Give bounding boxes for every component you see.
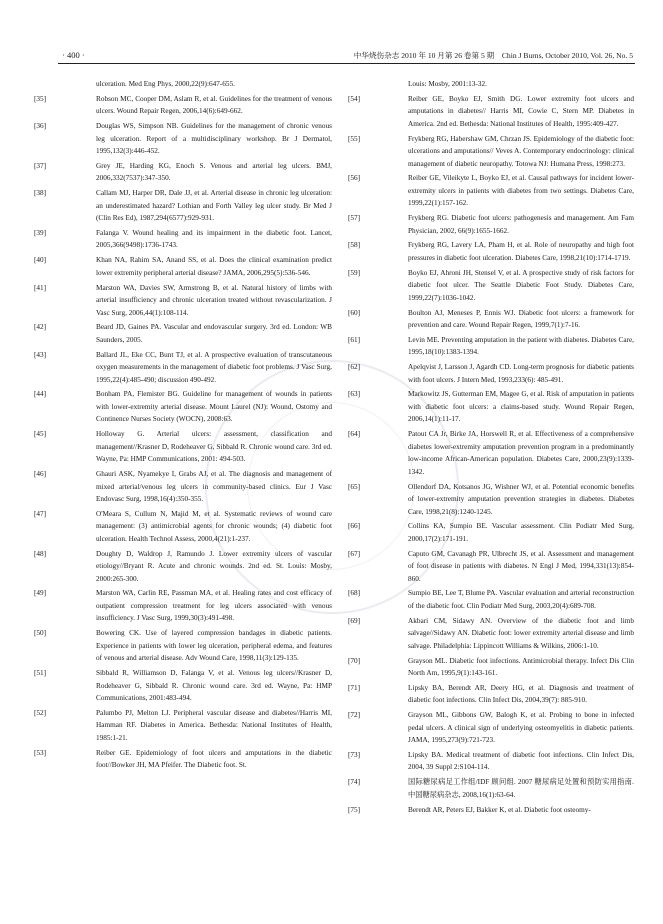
reference-entry: [348, 481, 634, 519]
reference-text: Lipsky BA. Medical treatment of diabetic foot infections. Clin Infect Dis, 2004, 39 Suppl 2:S104-114.: [408, 750, 634, 772]
reference-number: [64]: [348, 430, 361, 439]
reference-text: Bowering CK. Use of layered compression bandages in diabetic patients. Experience in patients with lower leg ulceration, peripheral edema, and features of venous and arterial disease. Adv Wound Care, 1998,11(3):129-135.: [96, 629, 332, 663]
header-rule: [58, 63, 635, 64]
reference-entry: [348, 361, 634, 386]
reference-entry: [34, 349, 332, 387]
reference-entry: [34, 707, 332, 745]
reference-text: Douglas WS, Simpson NB. Guidelines for the management of chronic venous leg ulceration. Report of a multidisciplinary workshop. Br J Dermatol, 1995,132(3):446-452.: [96, 122, 332, 156]
reference-number: [59]: [348, 268, 361, 277]
reference-entry: [34, 160, 332, 185]
reference-entry: [34, 254, 332, 279]
reference-text: Beard JD, Gaines PA. Vascular and endovascular surgery. 3rd ed. London: WB Saunders, 2005.: [96, 323, 332, 344]
reference-text: Callam MJ, Harper DR, Dale JJ, et al. Arterial disease in chronic leg ulceration: an underestimated hazard? Lothian and Forth Valley leg ulcer study. Br Med J (Clin Res Ed), 1987,294(6577):929-931.: [96, 189, 332, 223]
reference-number: [35]: [34, 94, 47, 103]
reference-text: Grey JE, Harding KG, Enoch S. Venous and arterial leg ulcers. BMJ, 2006,332(7537):347-350.: [96, 161, 332, 183]
reference-text: Holloway G. Arterial ulcers: assessment, classification and management//Krasner D, Rodeheaver G, Sibbald R. Chronic wound care. 3rd ed. Wayne, Pa: HMP Communications, 2001: 494-503.: [96, 430, 332, 464]
reference-text: Palumbo PJ, Melton LJ. Peripheral vascular disease and diabetes//Harris MI, Hamman RF. Diabetes in America. Bethesda: National Institutes of Health, 1985:1-21.: [96, 708, 332, 742]
reference-text: Caputo GM, Cavanagh PR, Ulbrecht JS, et al. Assessment and management of foot disease in patients with diabetes. N Engl J Med, 1994,331(13):854-860.: [408, 549, 634, 583]
reference-number: [57]: [348, 214, 361, 223]
reference-number: [56]: [348, 174, 361, 183]
reference-number: [70]: [348, 656, 361, 665]
reference-text: Louis: Mosby, 2001:13-32.: [408, 80, 487, 88]
reference-number: [42]: [34, 323, 47, 332]
reference-entry: [34, 93, 332, 118]
reference-number: [50]: [34, 629, 47, 638]
references-right-column: [348, 78, 634, 818]
journal-header: 中华烧伤杂志 2010 年 10 月第 26 卷第 5 期 Chin J Burns, October 2010, Vol. 26, No. 5: [353, 51, 633, 60]
reference-text: Lipsky BA, Berendt AR, Deery HG, et al. Diagnosis and treatment of diabetic foot infections. Clin Infect Dis, 2004,39(7): 885-910.: [408, 683, 634, 705]
reference-text: Sibbald R, Williamson D, Falanga V, et al. Venous leg ulcers//Krasner D, Rodeheaver G, Sibbald R. Chronic wound care. 3rd ed. Wayne, Pa: HMP Communications, 2001:483-494.: [96, 669, 332, 703]
reference-text: Boyko EJ, Ahroni JH, Stensel V, et al. A prospective study of risk factors for diabetic foot ulcer. The Seattle Diabetic Foot Study. Diabetes Care, 1999,22(7):1036-1042.: [408, 268, 634, 302]
reference-number: [54]: [348, 94, 361, 103]
reference-entry: [348, 804, 634, 817]
reference-number: [44]: [34, 390, 47, 399]
reference-entry: [348, 239, 634, 264]
reference-entry: [348, 334, 634, 359]
reference-entry: [34, 468, 332, 506]
reference-number: [53]: [34, 748, 47, 757]
reference-number: [48]: [34, 549, 47, 558]
reference-text: Grayson ML, Gibbons GW, Balogh K, et al. Probing to bone in infected pedal ulcers. A clinical sign of underlying osteomyelitis in diabetic patients. JAMA, 1995,273(9):721-723.: [408, 711, 634, 745]
reference-number: [74]: [348, 778, 361, 787]
page-number: · 400 ·: [62, 50, 85, 60]
reference-number: [51]: [34, 669, 47, 678]
reference-entry: [348, 520, 634, 545]
reference-text: O'Meara S, Cullum N, Majid M, et al. Systematic reviews of wound care management: (3) antimicrobial agents for chronic wounds; (4) diabetic foot ulceration. Health Technol Assess, 2000,4(21):1-237.: [96, 509, 332, 543]
reference-entry: [34, 747, 332, 772]
reference-entry: [348, 749, 634, 774]
reference-text: Frykberg RG. Diabetic foot ulcers: pathogenesis and management. Am Fam Physician, 2002, 66(9):1655-1662.: [408, 214, 634, 235]
reference-text: Markowitz JS, Gutterman EM, Magee G, et al. Risk of amputation in patients with diabetic foot ulcers: a claims-based study. Wound Repair Regen, 2006,14(1):11-17.: [408, 390, 634, 424]
reference-entry: [34, 321, 332, 346]
reference-entry: [348, 655, 634, 680]
reference-entry: [34, 388, 332, 426]
reference-number: [37]: [34, 161, 47, 170]
reference-text: Marston WA, Davies SW, Armstrong B, et al. Natural history of limbs with arterial insufficiency and chronic ulceration treated without revascularization. J Vasc Surg, 2006,44(1):108-114.: [96, 283, 332, 317]
reference-entry: [348, 93, 634, 131]
reference-entry: [348, 776, 634, 801]
reference-number: [60]: [348, 308, 361, 317]
reference-text: Sumpio BE, Lee T, Blume PA. Vascular evaluation and arterial reconstruction of the diabetic foot. Clin Podiatr Med Surg, 2003,20(4):689-708.: [408, 589, 634, 610]
reference-entry: [34, 282, 332, 320]
reference-text: Frykberg RG, Habershaw GM, Chrzan JS. Epidemiology of the diabetic foot: ulcerations and amputations// Veves A. Contemporary endocrinology: clinical management of diabetic neuropathy. Totowa NJ: Humana Press, 1998:273.: [408, 134, 634, 168]
reference-text: Doughty D, Waldrop J, Ramundo J. Lower extremity ulcers of vascular etiology//Bryant R. Acute and chronic wounds. 2nd ed. St. Louis: Mosby, 2000:265-300.: [96, 549, 332, 583]
reference-entry: [34, 428, 332, 466]
reference-entry: [348, 267, 634, 305]
reference-number: [65]: [348, 482, 361, 491]
reference-text: 国际糖尿病足工作组/IDF 顾问组. 2007 糖尿病足处置和预防实用指南. 中国糖尿病杂志, 2008,16(1):63-64.: [408, 778, 634, 799]
reference-entry: [34, 120, 332, 158]
reference-entry: [34, 227, 332, 252]
reference-number: [46]: [34, 470, 47, 479]
reference-text: Collins KA, Sumpio BE. Vascular assessment. Clin Podiatr Med Surg, 2000,17(2):171-191.: [408, 522, 634, 543]
reference-text: Patout CA Jr, Birke JA, Horswell R, et al. Effectiveness of a comprehensive diabetes lower-extremity amputation prevention program in a predominantly low-income African-American population. Diabetes Care, 2000,23(9):1339-1342.: [408, 430, 634, 476]
reference-text: Khan NA, Rahim SA, Anand SS, et al. Does the clinical examination predict lower extremity peripheral arterial disease? JAMA, 2006,295(5):536-546.: [96, 256, 332, 277]
reference-entry: [348, 388, 634, 426]
reference-number: [68]: [348, 589, 361, 598]
reference-entry: [34, 627, 332, 665]
reference-text: Frykberg RG, Lavery LA, Pham H, et al. Role of neuropathy and high foot pressures in diabetic foot ulceration. Diabetes Care, 1998,21(10):1714-1719.: [408, 241, 634, 262]
reference-number: [75]: [348, 805, 361, 814]
reference-entry: [34, 587, 332, 625]
reference-number: [63]: [348, 390, 361, 399]
reference-entry: [348, 307, 634, 332]
reference-number: [39]: [34, 228, 47, 237]
reference-number: [49]: [34, 589, 47, 598]
reference-number: [58]: [348, 241, 361, 250]
reference-text: Reiber GE. Epidemiology of foot ulcers and amputations in the diabetic foot//Bowker JH, MA Pfeifer. The Diabetic foot. St.: [96, 748, 332, 770]
reference-text: Ballard JL, Eke CC, Bunt TJ, et al. A prospective evaluation of transcutaneous oxygen measurements in the management of diabetic foot problems. J Vasc Surg, 1995,22(4):485-490; discussion 490-492.: [96, 350, 332, 384]
reference-number: [52]: [34, 708, 47, 717]
reference-number: [43]: [34, 350, 47, 359]
reference-number: [66]: [348, 522, 361, 531]
reference-text: Boulton AJ, Meneses P, Ennis WJ. Diabetic foot ulcers: a framework for prevention and care. Wound Repair Regen, 1999,7(1):7-16.: [408, 308, 634, 330]
reference-entry: [34, 548, 332, 586]
reference-text: Robson MC, Cooper DM, Aslam R, et al. Guidelines for the treatment of venous ulcers. Wound Repair Regen, 2006,14(6):649-662.: [96, 94, 332, 116]
reference-text: ulceration. Med Eng Phys, 2000,22(9):647-655.: [96, 80, 235, 88]
reference-text: Marston WA, Carlin RE, Passman MA, et al. Healing rates and cost efficacy of outpatient compression treatment for leg ulcers associated with venous insufficiency. J Vasc Surg, 1999,30(3):491-498.: [96, 589, 332, 623]
reference-number: [71]: [348, 683, 361, 692]
reference-entry: [34, 187, 332, 225]
reference-number: [45]: [34, 430, 47, 439]
reference-number: [61]: [348, 335, 361, 344]
reference-text: Apelqvist J, Larsson J, Agardh CD. Long-term prognosis for diabetic patients with foot ulcers. J Intern Med, 1993,233(6): 485-491.: [408, 363, 634, 384]
references-left-column: [34, 78, 332, 774]
reference-text: Ghauri ASK, Nyamekye I, Grabs AJ, et al. The diagnosis and management of mixed arterial/venous leg ulcers in community-based clinics. Eur J Vasc Endovasc Surg, 1998,16(4):350-355.: [96, 470, 332, 504]
reference-number: [73]: [348, 750, 361, 759]
reference-number: [69]: [348, 616, 361, 625]
reference-entry: [34, 508, 332, 546]
reference-entry: [348, 428, 634, 478]
reference-text: Berendt AR, Peters EJ, Bakker K, et al. Diabetic foot osteomy-: [408, 805, 591, 814]
reference-entry: [348, 548, 634, 586]
reference-entry: [348, 133, 634, 171]
reference-text: Reiber GE, Boyko EJ, Smith DG. Lower extremity foot ulcers and amputations in diabetes// Harris MI, Cowie C, Stern MP. Diabetes in America. 2nd ed. Bethesda: National Institutes of Health, 1995:409-427.: [408, 94, 634, 128]
reference-entry: [34, 667, 332, 705]
reference-number: [47]: [34, 509, 47, 518]
reference-entry: [348, 172, 634, 210]
reference-text: Levin ME. Preventing amputation in the patient with diabetes. Diabetes Care, 1995,18(10):1383-1394.: [408, 335, 634, 357]
reference-text: Bonham PA, Flemister BG. Guideline for management of wounds in patients with lower-extremity arterial disease. Mount Laurel (NJ): Wound, Ostomy and Continence Nurses Society (WOCN), 2008:63.: [96, 390, 332, 424]
reference-number: [67]: [348, 549, 361, 558]
reference-number: [40]: [34, 256, 47, 265]
reference-entry: [348, 615, 634, 653]
reference-number: [62]: [348, 363, 361, 372]
reference-number: [36]: [34, 122, 47, 131]
reference-text: Falanga V. Wound healing and its impairment in the diabetic foot. Lancet, 2005,366(9498):1736-1743.: [96, 228, 332, 250]
reference-text: Ollendorf DA, Kotsanos JG, Wishner WJ, et al. Potential economic benefits of lower-extremity amputation prevention strategies in diabetes. Diabetes Care, 1998,21(8):1240-1245.: [408, 482, 634, 516]
reference-text: Grayson ML. Diabetic foot infections. Antimicrobial therapy. Infect Dis Clin North Am, 1995,9(1):143-161.: [408, 656, 634, 678]
reference-entry: [348, 78, 634, 91]
reference-number: [72]: [348, 711, 361, 720]
reference-number: [41]: [34, 283, 47, 292]
reference-number: [38]: [34, 189, 47, 198]
reference-entry: [348, 709, 634, 747]
reference-text: Reiber GE, Vileikyte L, Boyko EJ, et al. Causal pathways for incident lower-extremity ulcers in patients with diabetes from two settings. Diabetes Care, 1999,22(1):157-162.: [408, 174, 634, 208]
reference-entry: [348, 587, 634, 612]
reference-entry: [348, 212, 634, 237]
reference-number: [55]: [348, 134, 361, 143]
reference-text: Akbari CM, Sidawy AN. Overview of the diabetic foot and limb salvage//Sidawy AN. Diabetic foot: lower extremity arterial disease and limb salvage. Philadelphia: Lippincott Williams & Wilkins, 2006:1-10.: [408, 616, 634, 650]
reference-entry: [348, 682, 634, 707]
reference-entry: [34, 78, 332, 91]
